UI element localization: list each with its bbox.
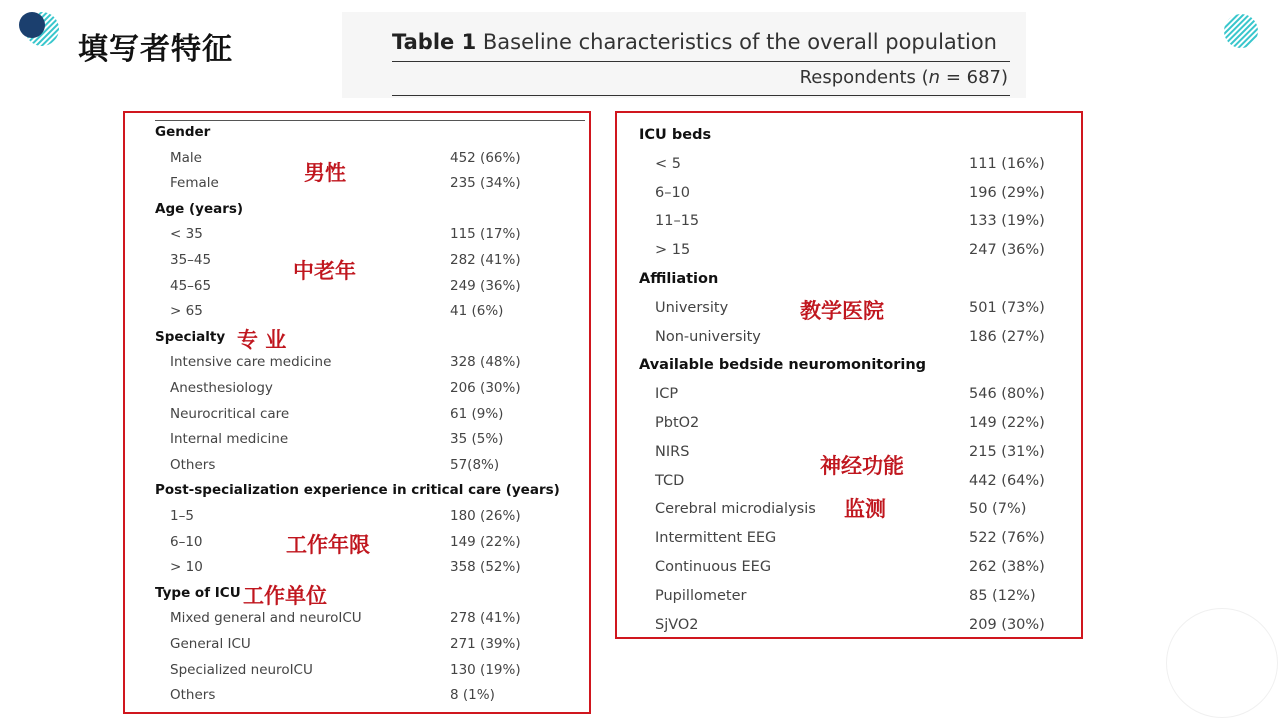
row-value: 41 (6%) [450,303,504,320]
row-value: 328 (48%) [450,354,521,371]
table-number: Table 1 [392,30,477,54]
row-label: NIRS [655,443,690,460]
row-label: Continuous EEG [655,559,772,575]
row-label: 1–5 [170,508,194,524]
row-label: Neurocritical care [170,405,290,422]
row-value: 196 (29%) [969,184,1045,201]
row-value: 442 (64%) [969,472,1045,489]
row-label: ICP [655,386,679,403]
row-label: Internal medicine [170,431,289,448]
faint-watermark-circle [1166,608,1278,718]
row-value: 209 (30%) [969,616,1045,633]
annotation-monitoring: 监测 [844,497,886,521]
category-heading: Specialty [155,328,226,345]
row-value: 61 (9%) [450,405,504,422]
table-caption-text: Baseline characteristics of the overall population [482,30,997,54]
row-value: 501 (73%) [969,299,1045,316]
row-label: > 10 [170,559,203,576]
row-value: 35 (5%) [450,431,504,448]
row-label: Non-university [655,328,761,345]
row-value: 149 (22%) [450,533,521,550]
annotation-neuro-function: 神经功能 [820,454,904,478]
caption-rule-top [392,61,1010,62]
row-label: Others [170,687,216,704]
decorative-circles-icon [14,10,60,48]
row-value: 8 (1%) [450,687,495,704]
caption-rule-bottom [392,95,1010,96]
row-label: Female [170,175,219,192]
row-value: 278 (41%) [450,610,521,627]
row-value: 247 (36%) [969,242,1045,259]
row-label: PbtO2 [655,415,700,431]
row-label: Anesthesiology [170,380,273,396]
row-label: 6–10 [170,533,203,550]
row-label: University [655,299,729,316]
category-heading: Post-specialization experience in critical care (years) [155,482,560,499]
row-value: 133 (19%) [969,213,1045,230]
category-heading: Age (years) [155,200,244,217]
row-value: 282 (41%) [450,252,521,268]
category-heading: Gender [155,124,211,140]
row-label: Cerebral microdialysis [655,501,816,518]
row-value: 57(8%) [450,456,500,473]
category-heading: Type of ICU [155,584,241,601]
row-label: Intermittent EEG [655,530,777,547]
row-label: Others [170,456,216,473]
annotation-male: 男性 [304,161,346,185]
panel-top-rule [155,120,585,121]
row-value: 149 (22%) [969,415,1045,431]
row-value: 111 (16%) [969,155,1045,172]
table-caption [392,30,997,54]
row-label: SjVO2 [655,616,699,633]
left-characteristics-panel [123,111,591,714]
row-value: 206 (30%) [450,380,521,396]
row-value: 180 (26%) [450,508,521,524]
category-heading: Available bedside neuromonitoring [639,357,927,374]
row-label: Pupillometer [655,587,747,604]
row-label: > 15 [655,242,691,259]
annotation-work-years: 工作年限 [286,533,370,557]
row-label: Intensive care medicine [170,354,332,371]
row-value: 50 (7%) [969,501,1027,518]
row-value: 115 (17%) [450,226,521,243]
annotation-specialty: 专 业 [237,328,287,352]
slide-title: 填写者特征 [78,32,233,67]
row-value: 235 (34%) [450,175,521,192]
decorative-striped-circle-icon [1222,12,1260,50]
respondents-count: Respondents (n = 687) [799,67,1008,88]
row-label: < 35 [170,226,203,243]
row-value: 249 (36%) [450,277,521,294]
row-label: General ICU [170,636,251,652]
row-label: Mixed general and neuroICU [170,610,362,627]
row-label: Specialized neuroICU [170,661,313,678]
table-caption-header [342,12,1026,98]
row-value: 271 (39%) [450,636,521,652]
row-label: < 5 [655,155,681,172]
row-label: 45–65 [170,277,212,294]
row-label: > 65 [170,303,203,320]
right-characteristics-panel [615,111,1083,639]
row-value: 130 (19%) [450,661,521,678]
row-value: 546 (80%) [969,386,1045,403]
annotation-teaching-hospital: 教学医院 [800,299,884,323]
row-value: 522 (76%) [969,530,1045,547]
row-label: 6–10 [655,184,690,201]
row-value: 85 (12%) [969,587,1036,604]
row-value: 186 (27%) [969,328,1045,345]
annotation-middle-aged: 中老年 [293,259,356,283]
row-value: 215 (31%) [969,443,1045,460]
row-value: 262 (38%) [969,559,1045,575]
row-label: 11–15 [655,213,700,230]
annotation-work-unit: 工作单位 [243,584,327,608]
category-heading: Affiliation [639,271,719,287]
row-label: 35–45 [170,252,212,268]
row-value: 358 (52%) [450,559,521,576]
category-heading: ICU beds [639,127,712,143]
row-label: Male [170,149,202,166]
row-value: 452 (66%) [450,149,521,166]
row-label: TCD [655,472,685,489]
